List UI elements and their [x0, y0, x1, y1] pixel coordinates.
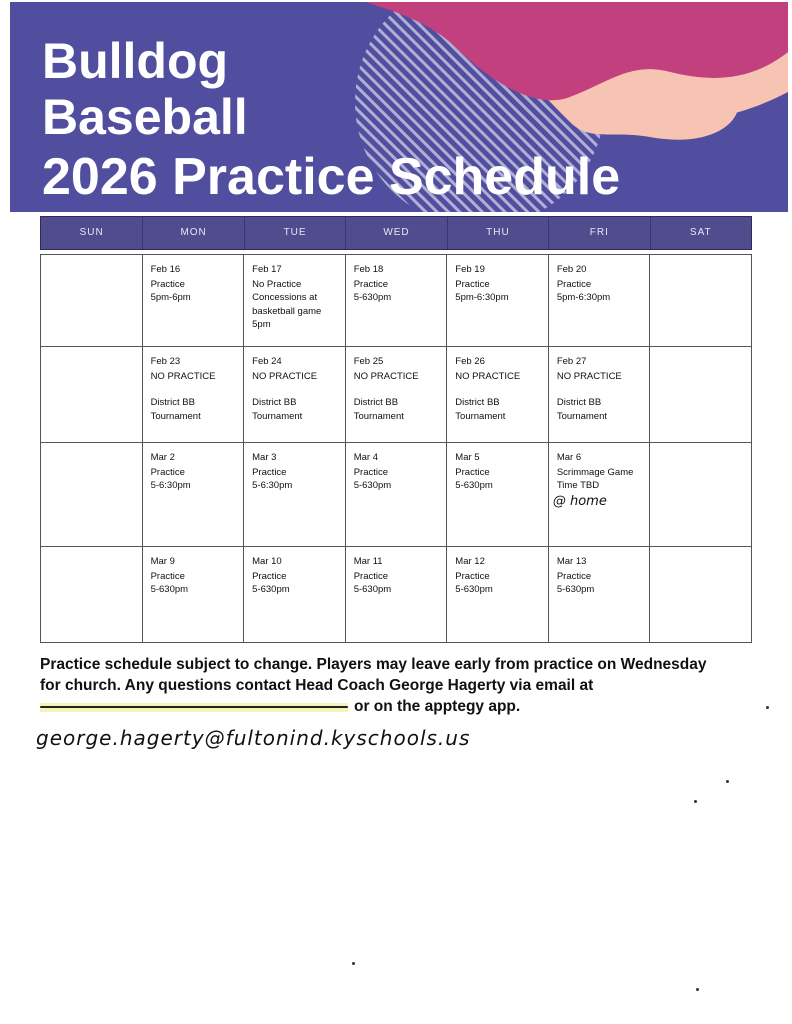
day-date: Feb 23 — [150, 356, 181, 367]
day-event-line: Time TBD — [556, 480, 600, 491]
day-event-line: 5-630pm — [353, 292, 392, 303]
handwritten-email: george.hagerty@fultonind.kyschools.us — [36, 726, 471, 750]
day-event-line: NO PRACTICE — [455, 370, 521, 382]
day-date: Mar 12 — [455, 556, 485, 567]
day-event-line: Tournament — [150, 410, 201, 422]
calendar-day-cell — [244, 546, 346, 642]
calendar-day-cell — [447, 546, 549, 642]
note-line-1: Practice schedule subject to change. Players may leave early from practice on Wednesday — [40, 656, 707, 673]
day-event-line: Practice — [252, 466, 287, 478]
day-date: Mar 5 — [455, 452, 480, 463]
calendar-day-cell — [650, 346, 752, 442]
weekday-header — [40, 216, 752, 250]
banner-title-line-3: 2026 Practice Schedule — [42, 148, 621, 206]
day-event-line: District BB — [252, 397, 297, 408]
weekday-fri: FRI — [548, 217, 649, 249]
calendar-day-cell — [41, 546, 143, 642]
day-spacer — [354, 383, 441, 396]
calendar-grid — [40, 254, 752, 643]
day-date: Feb 20 — [556, 264, 587, 275]
handwritten-note: @ home — [552, 493, 607, 509]
day-event-line: Tournament — [353, 410, 404, 422]
day-event-line: 5-630pm — [455, 584, 493, 595]
day-event-line: 5-630pm — [353, 480, 392, 491]
day-date: Mar 13 — [556, 556, 587, 567]
day-event-line: 5pm-6:30pm — [455, 292, 509, 303]
day-spacer — [252, 383, 339, 396]
weekday-sun: SUN — [79, 227, 104, 238]
day-event-line: Practice — [455, 278, 490, 290]
scan-speck — [352, 962, 355, 965]
scan-speck — [696, 988, 699, 991]
day-spacer — [151, 383, 238, 396]
day-event-line: District BB — [150, 397, 195, 408]
day-date: Mar 10 — [252, 556, 282, 567]
day-date: Mar 2 — [150, 452, 175, 463]
day-event-line: Practice — [455, 570, 490, 582]
calendar-day-cell — [549, 254, 651, 346]
calendar-day-cell — [650, 546, 752, 642]
day-date: Mar 9 — [150, 556, 175, 567]
day-event-line: Practice — [556, 570, 592, 582]
scan-speck — [694, 800, 697, 803]
calendar-day-cell — [447, 442, 549, 546]
day-event-line: 5pm-6:30pm — [556, 292, 611, 303]
day-event-line: 5-6:30pm — [252, 480, 293, 491]
calendar-day-cell — [41, 254, 143, 346]
day-event-line: Practice — [556, 278, 592, 290]
calendar-day-cell — [346, 254, 448, 346]
day-event-line: 5-6:30pm — [150, 480, 191, 491]
day-event-line: NO PRACTICE — [556, 370, 622, 382]
day-event-line: Practice — [150, 466, 185, 478]
crossed-out-email — [40, 700, 348, 714]
day-date: Feb 19 — [455, 264, 485, 275]
calendar-day-cell — [143, 254, 245, 346]
day-date: Feb 16 — [150, 264, 181, 275]
note-line-3-text: or on the apptegy app. — [354, 698, 521, 715]
day-event-line: 5pm-6pm — [150, 292, 191, 303]
scan-speck — [726, 780, 729, 783]
day-event-line: Scrimmage Game — [556, 466, 634, 478]
day-event-line: No Practice — [252, 278, 302, 290]
day-event-line: District BB — [455, 397, 500, 408]
day-date: Mar 6 — [556, 452, 582, 463]
calendar-day-cell — [447, 254, 549, 346]
note-line-3 — [40, 696, 760, 717]
weekday-tue: TUE — [244, 217, 345, 249]
day-date: Mar 11 — [353, 556, 383, 567]
day-event-line: Practice — [455, 466, 490, 478]
calendar-day-cell — [650, 254, 752, 346]
calendar-day-cell — [549, 546, 651, 642]
day-event-line: 5-630pm — [556, 584, 595, 595]
day-event-line: Tournament — [252, 410, 303, 422]
calendar-day-cell — [244, 254, 346, 346]
day-event-line: Practice — [353, 570, 389, 582]
day-event-line: NO PRACTICE — [150, 370, 216, 382]
day-event-line: Tournament — [556, 410, 608, 422]
calendar-day-cell — [143, 346, 245, 442]
day-date: Feb 25 — [353, 356, 384, 367]
day-event-line: 5-630pm — [150, 584, 189, 595]
day-event-line: District BB — [556, 397, 602, 408]
calendar-day-cell — [244, 442, 346, 546]
day-date: Feb 27 — [556, 356, 587, 367]
practice-calendar — [40, 216, 752, 643]
calendar-day-cell — [346, 546, 448, 642]
day-date: Feb 26 — [455, 356, 485, 367]
weekday-wed: WED — [345, 217, 446, 249]
schedule-note — [40, 654, 760, 717]
day-event-line: basketball game — [252, 305, 322, 317]
calendar-day-cell — [346, 442, 448, 546]
day-event-line: NO PRACTICE — [353, 370, 419, 382]
day-event-line: 5-630pm — [252, 584, 290, 595]
day-event-line: Practice — [150, 278, 185, 290]
calendar-day-cell — [447, 346, 549, 442]
weekday-thu: THU — [447, 217, 548, 249]
banner-title-line-2: Baseball — [42, 89, 248, 145]
day-event-line: NO PRACTICE — [252, 370, 318, 382]
day-date: Mar 4 — [353, 452, 378, 463]
calendar-day-cell — [41, 442, 143, 546]
day-event-line: District BB — [353, 397, 399, 408]
day-event-line: 5pm — [252, 319, 271, 330]
day-event-line: Practice — [353, 278, 389, 290]
banner-title-line-1: Bulldog — [42, 33, 229, 89]
day-event-line: Tournament — [455, 410, 506, 422]
day-event-line: Practice — [150, 570, 185, 582]
scan-speck — [766, 706, 769, 709]
weekday-mon: MON — [142, 217, 243, 249]
calendar-day-cell — [549, 346, 651, 442]
day-spacer — [557, 383, 644, 396]
calendar-day-cell — [346, 346, 448, 442]
day-date: Feb 17 — [252, 264, 282, 275]
weekday-sat: SAT — [650, 217, 751, 249]
calendar-day-cell — [650, 442, 752, 546]
calendar-day-cell — [549, 442, 651, 546]
day-event-line: 5-630pm — [455, 480, 493, 491]
header-banner — [10, 2, 788, 212]
calendar-day-cell — [41, 346, 143, 442]
calendar-day-cell — [244, 346, 346, 442]
note-line-2: for church. Any questions contact Head Coach George Hagerty via email at — [40, 677, 594, 694]
day-event-line: Practice — [353, 466, 389, 478]
day-event-line: 5-630pm — [353, 584, 392, 595]
day-date: Feb 24 — [252, 356, 282, 367]
day-event-line: Practice — [252, 570, 287, 582]
calendar-day-cell — [143, 546, 245, 642]
calendar-day-cell — [143, 442, 245, 546]
day-event-line: Concessions at — [252, 292, 318, 303]
day-date: Mar 3 — [252, 452, 277, 463]
day-date: Feb 18 — [353, 264, 384, 275]
day-spacer — [455, 383, 542, 396]
